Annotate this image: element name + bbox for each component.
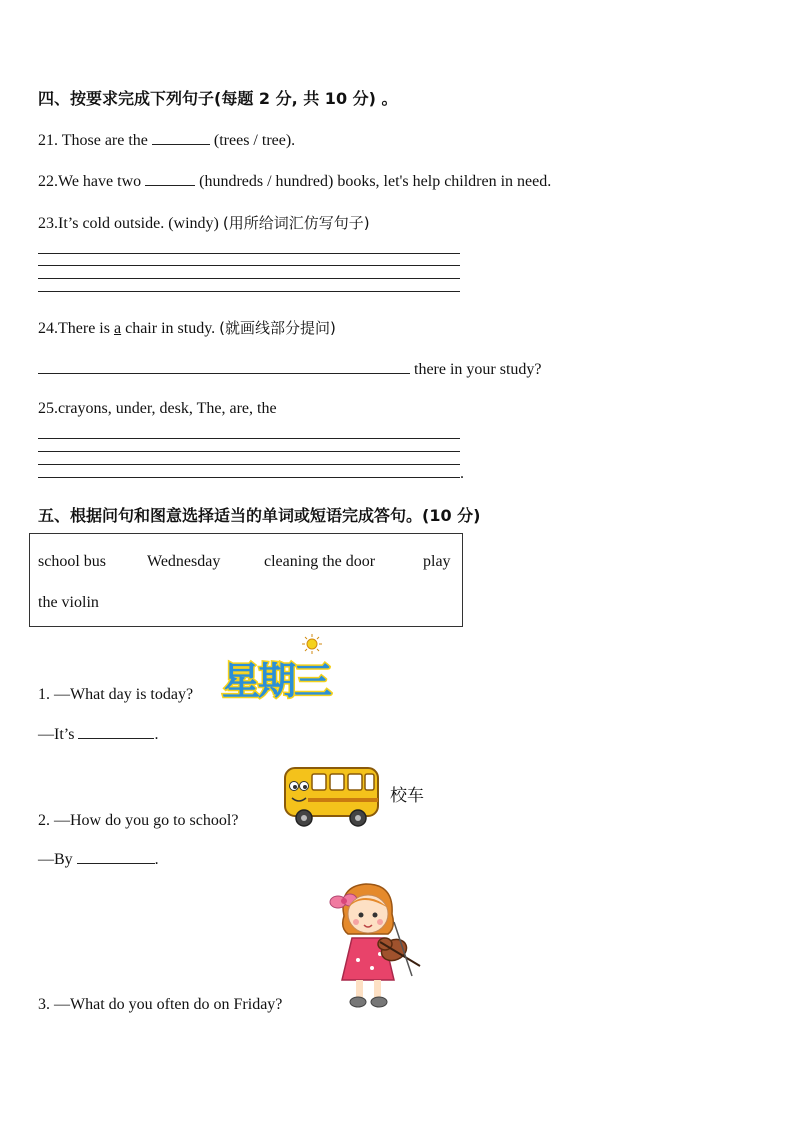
school-bus-label: 校车: [390, 786, 424, 806]
answer-blank-24[interactable]: [38, 359, 410, 374]
sun-icon: [302, 634, 322, 654]
word-bank-item: school bus: [38, 553, 106, 570]
wednesday-image: [218, 632, 340, 704]
word-bank-box: [29, 533, 463, 627]
answer-blank-5-2[interactable]: [77, 849, 155, 864]
answer-blank-21[interactable]: [152, 130, 210, 145]
answer-blank-5-1[interactable]: [78, 724, 154, 739]
answer-5-1: —It’s .: [38, 726, 159, 743]
question-22: 22.We have two (hundreds / hundred) books, let's help children in need.: [38, 173, 552, 190]
section-4-heading: 四、按要求完成下列句子(每题 2 分, 共 10 分) 。: [38, 89, 398, 108]
answer-5-2: —By .: [38, 851, 159, 868]
school-bus-icon: [282, 764, 382, 830]
answer-line-25-2[interactable]: [38, 451, 460, 452]
question-5-2: 2. —How do you go to school?: [38, 812, 239, 829]
word-bank-item: play: [423, 553, 451, 570]
answer-line-25-1[interactable]: [38, 438, 460, 439]
question-21: 21. Those are the (trees / tree).: [38, 132, 296, 149]
answer-line-23-2[interactable]: [38, 265, 460, 266]
question-24-answer: there in your study?: [38, 359, 542, 379]
answer-line-23-1[interactable]: [38, 253, 460, 254]
question-24: 24.There is a chair in study. (就画线部分提问): [38, 319, 336, 337]
answer-line-23-3[interactable]: [38, 278, 460, 279]
question-25-period: .: [460, 465, 464, 482]
wednesday-image-text: 星期三: [222, 659, 331, 703]
underlined-word: a: [113, 320, 122, 337]
question-5-1: 1. —What day is today?: [38, 686, 194, 703]
violin-girl-image: [322, 880, 432, 1012]
section-5-heading: 五、根据问句和图意选择适当的单词或短语完成答句。(10 分): [38, 506, 481, 525]
answer-line-25-3[interactable]: [38, 464, 460, 465]
question-5-3: 3. —What do you often do on Friday?: [38, 996, 283, 1013]
question-23: 23.It’s cold outside. (windy) (用所给词汇仿写句子): [38, 214, 370, 232]
question-25: 25.crayons, under, desk, The, are, the: [38, 400, 277, 417]
word-bank-item: Wednesday: [147, 553, 221, 570]
answer-line-25-4[interactable]: [38, 477, 460, 478]
word-bank-item: the violin: [38, 594, 99, 611]
word-bank-item: cleaning the door: [264, 553, 376, 570]
answer-blank-22[interactable]: [145, 171, 195, 186]
answer-line-23-4[interactable]: [38, 291, 460, 292]
